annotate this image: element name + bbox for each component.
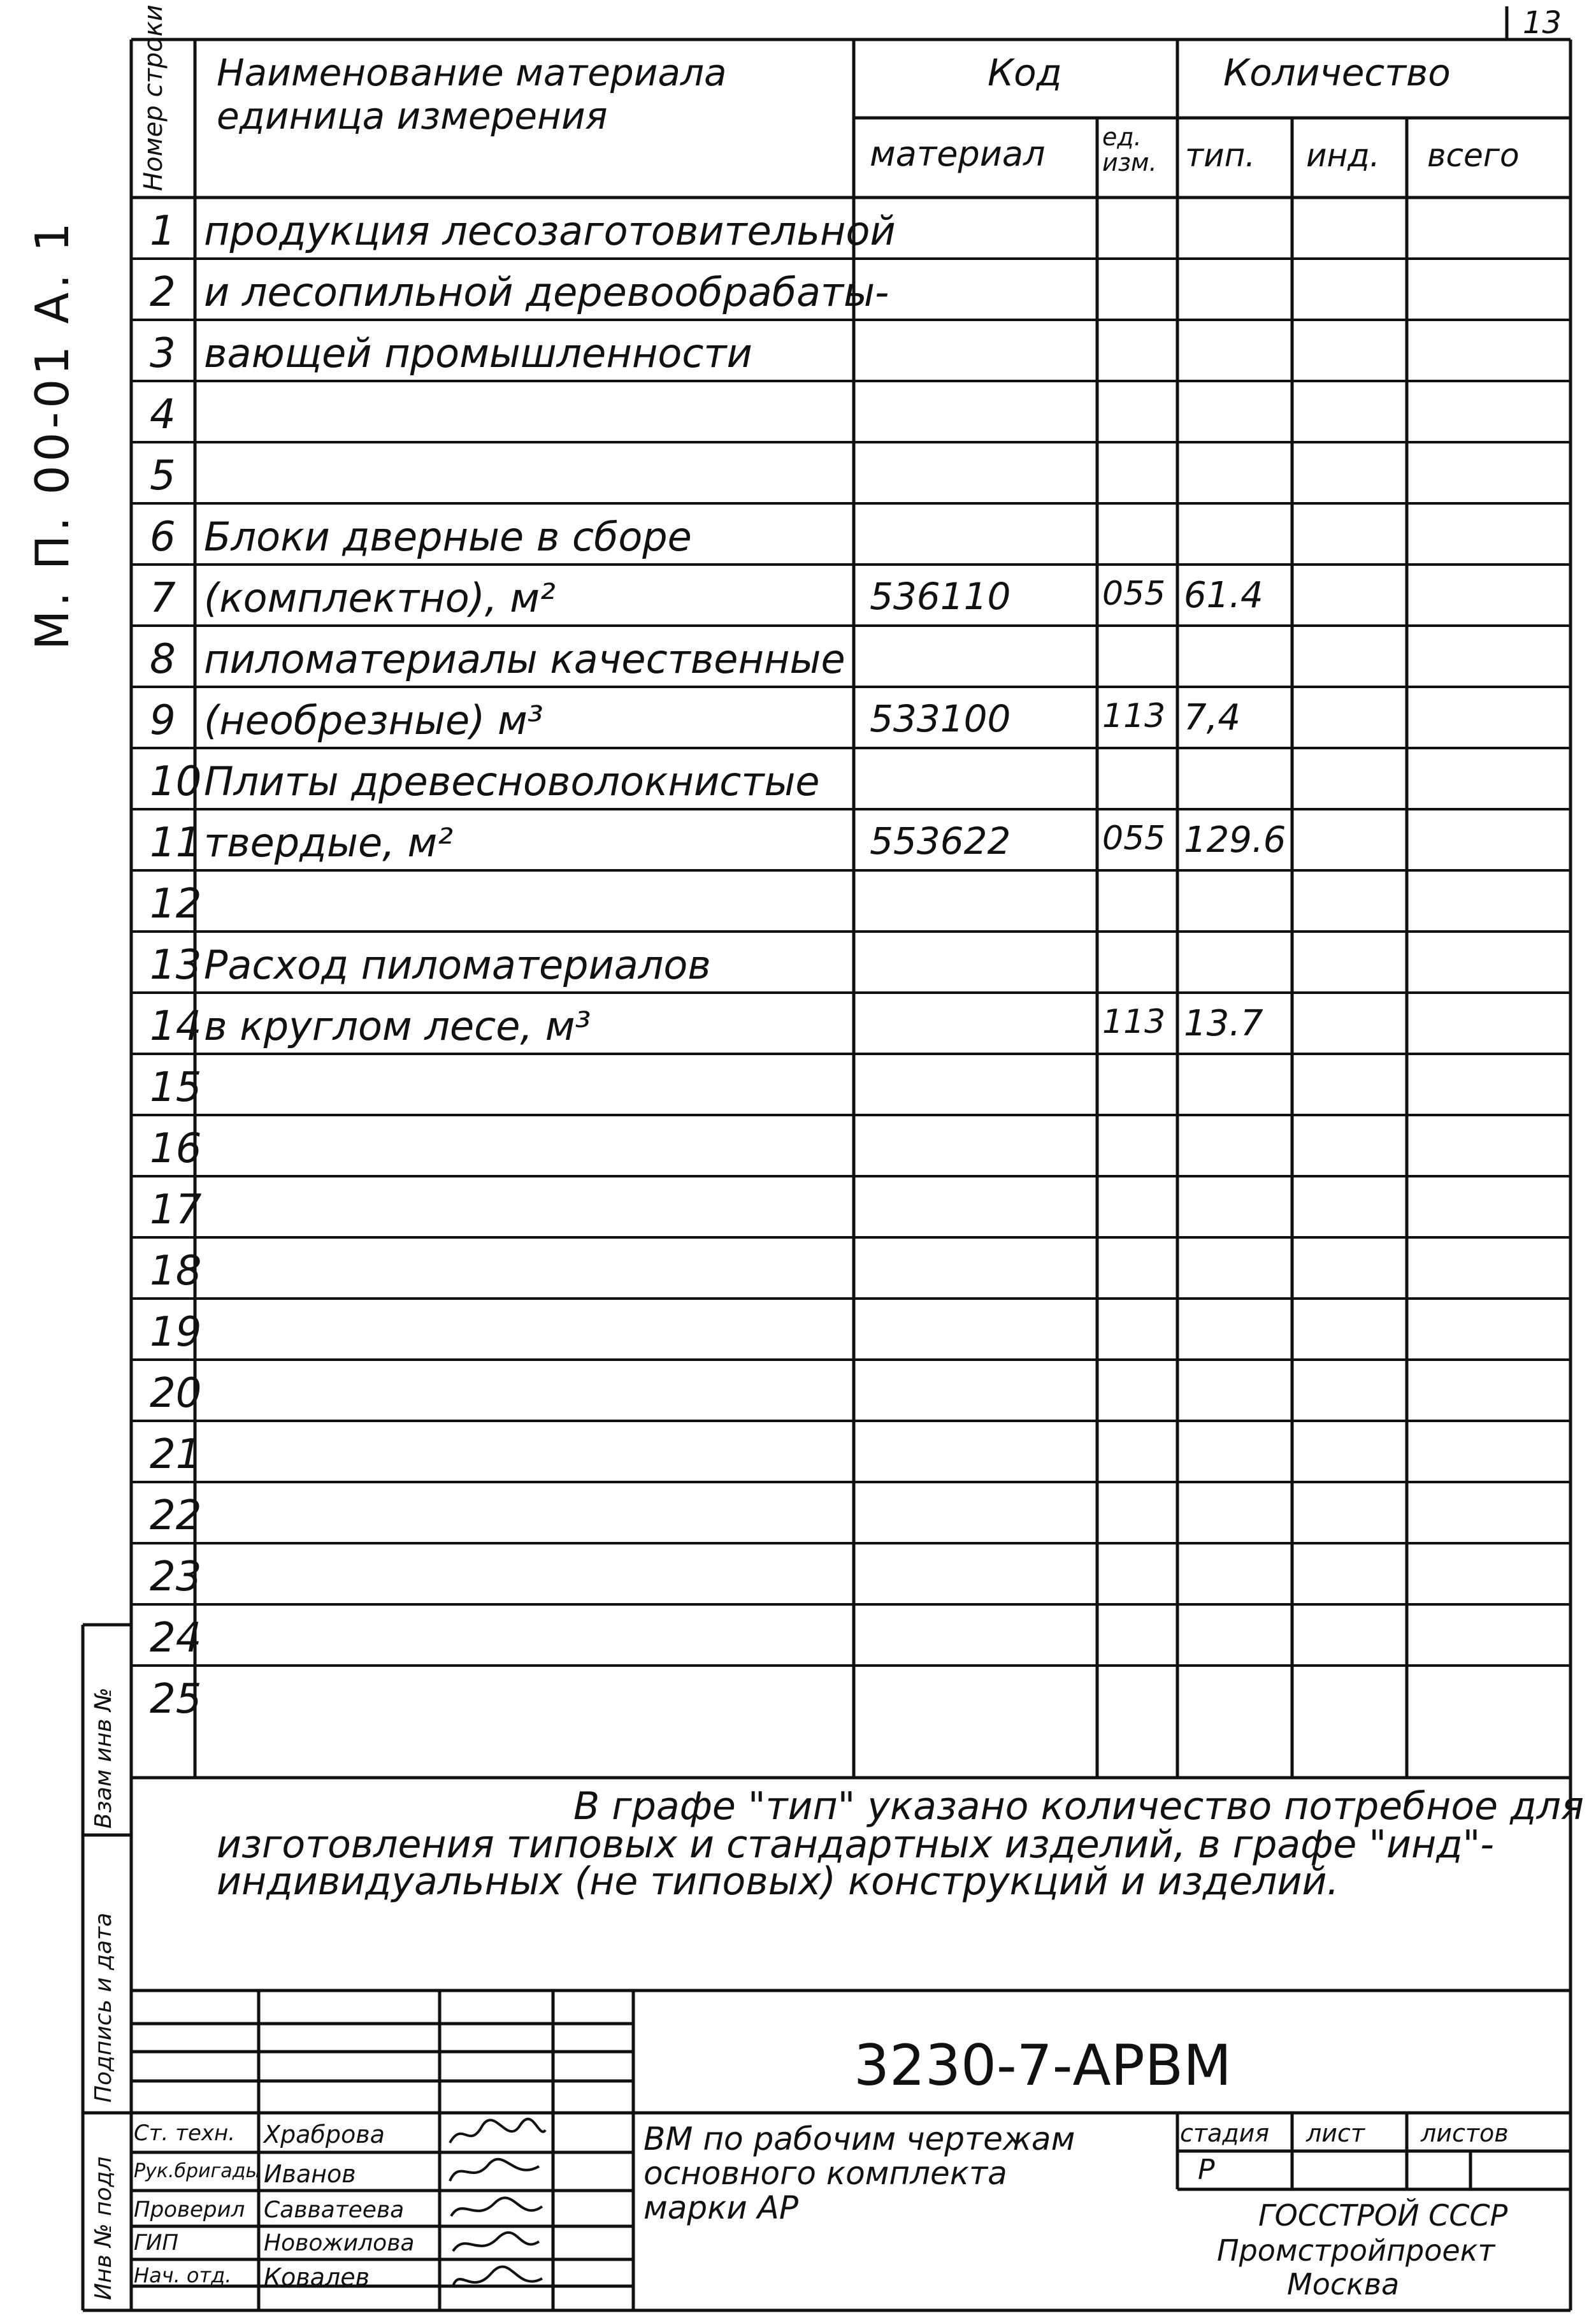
document-code: 3230-7-АРВМ (854, 2033, 1232, 2098)
row-number: 1 (150, 208, 176, 255)
role-3: Проверил (134, 2197, 245, 2222)
row-number: 14 (150, 1003, 202, 1050)
label-vzam-inv: Взам инв № (90, 1687, 117, 1829)
person-1: Храброва (264, 2120, 385, 2149)
note-line-3: индивидуальных (не типовых) конструкций и изделий. (217, 1859, 1339, 1904)
org-line-1: ГОССТРОЙ СССР (1258, 2198, 1508, 2233)
row-number: 18 (150, 1248, 202, 1295)
row-name: пиломатериалы качественные (204, 636, 845, 682)
row-number: 16 (150, 1125, 202, 1172)
header-total: всего (1427, 137, 1520, 174)
row-typ-quantity: 13.7 (1184, 1003, 1263, 1044)
note-line-1: В графе "тип" указано количество потребное для (573, 1784, 1585, 1829)
header-row-number: Номер строки (139, 4, 168, 191)
row-number: 7 (150, 575, 176, 622)
row-number: 5 (150, 452, 176, 500)
row-number: 11 (150, 819, 202, 867)
sheet-label: лист (1306, 2119, 1365, 2147)
header-typ: тип. (1185, 137, 1256, 174)
person-3: Савватеева (264, 2197, 405, 2223)
row-name: продукция лесозаготовительной (204, 208, 896, 254)
header-ind: инд. (1306, 137, 1380, 174)
description-line-3: марки АР (643, 2189, 799, 2226)
stage-label: стадия (1180, 2119, 1270, 2147)
row-name: (комплектно), м² (204, 575, 556, 621)
description-line-1: ВМ по рабочим чертежам (643, 2120, 1075, 2157)
label-podpis-data: Подпись и дата (90, 1912, 117, 2103)
header-unit: ед. изм. (1102, 123, 1157, 176)
row-number: 2 (150, 269, 176, 316)
row-number: 19 (150, 1309, 202, 1356)
org-line-2: Промстройпроект (1217, 2233, 1495, 2268)
role-2: Рук.бригады (134, 2160, 261, 2182)
note-line-2: изготовления типовых и стандартных изделий, в графе "инд"- (217, 1822, 1494, 1867)
person-5: Ковалев (264, 2263, 370, 2291)
header-quantity: Количество (1223, 51, 1451, 94)
row-number: 10 (150, 758, 202, 805)
row-name: твердые, м² (204, 819, 454, 866)
person-4: Новожилова (264, 2230, 415, 2256)
row-number: 24 (150, 1615, 202, 1662)
row-typ-quantity: 61.4 (1184, 575, 1263, 616)
row-number: 23 (150, 1553, 202, 1601)
row-material-code: 533100 (870, 697, 1011, 740)
row-unit-code: 055 (1102, 575, 1166, 613)
row-number: 9 (150, 697, 176, 744)
row-name: и лесопильной деревообрабаты- (204, 269, 889, 315)
row-number: 13 (150, 942, 202, 989)
role-5: Нач. отд. (134, 2263, 232, 2287)
org-line-3: Москва (1287, 2267, 1400, 2301)
role-1: Ст. техн. (134, 2120, 236, 2146)
side-document-code: М. П. 00-01 А. 1 (25, 219, 79, 650)
row-number: 22 (150, 1492, 202, 1539)
row-name: в круглом лесе, м³ (204, 1003, 591, 1049)
row-unit-code: 113 (1102, 1003, 1166, 1041)
row-material-code: 536110 (870, 575, 1011, 618)
row-number: 21 (150, 1431, 202, 1478)
row-number: 8 (150, 636, 176, 683)
row-number: 6 (150, 514, 176, 561)
row-number: 12 (150, 881, 202, 928)
role-4: ГИП (134, 2230, 178, 2256)
row-typ-quantity: 7,4 (1184, 697, 1241, 738)
page-number: 13 (1523, 5, 1562, 41)
row-number: 17 (150, 1186, 202, 1234)
description-line-2: основного комплекта (643, 2155, 1007, 2192)
sheets-label: листов (1421, 2119, 1509, 2147)
signatures (443, 2114, 550, 2305)
row-name: Плиты древесноволокнистые (204, 758, 820, 805)
row-unit-code: 055 (1102, 819, 1166, 858)
row-name: Расход пиломатериалов (204, 942, 711, 988)
header-code: Код (988, 51, 1062, 94)
row-typ-quantity: 129.6 (1184, 819, 1286, 861)
row-unit-code: 113 (1102, 697, 1166, 735)
label-inv-podl: Инв № подл (90, 2156, 117, 2300)
row-name: Блоки дверные в сборе (204, 514, 692, 560)
row-number: 4 (150, 391, 176, 438)
stage-value: Р (1198, 2154, 1215, 2186)
header-name: Наименование материала единица измерения (217, 51, 727, 138)
row-number: 15 (150, 1064, 202, 1111)
row-name: вающей промышленности (204, 330, 752, 377)
row-number: 20 (150, 1370, 202, 1417)
person-2: Иванов (264, 2160, 356, 2188)
row-number: 25 (150, 1676, 202, 1723)
row-name: (необрезные) м³ (204, 697, 543, 744)
row-material-code: 553622 (870, 819, 1011, 863)
row-number: 3 (150, 330, 176, 377)
header-material: материал (870, 134, 1046, 174)
